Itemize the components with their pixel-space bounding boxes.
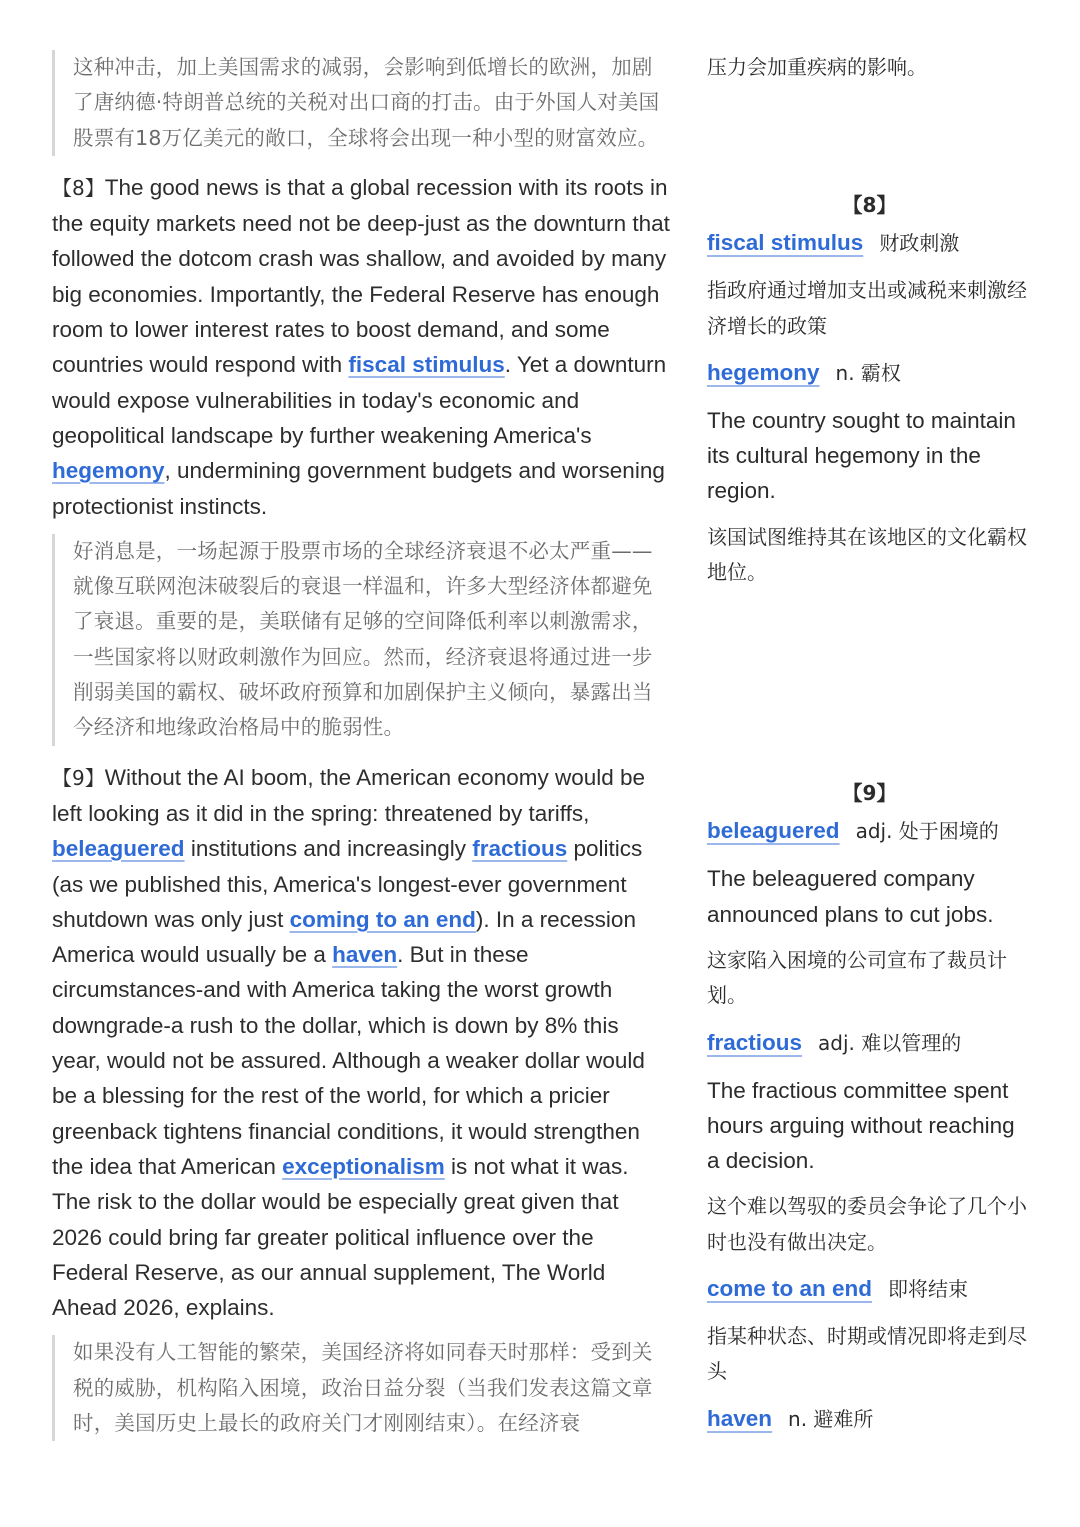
vocab-meaning: adj. 难以管理的 — [818, 1030, 962, 1055]
keyword-coming-to-an-end[interactable]: coming to an end — [289, 906, 476, 932]
paragraph-marker-8: 【8】 — [52, 175, 105, 200]
vocab-heading-8: 【8】 — [842, 193, 897, 218]
paragraph-9-text-1: Without the AI boom, the American economy would be left looking as it did in the spring: threatened by tariffs, — [52, 764, 646, 826]
paragraph-8-text-1: The good news is that a global recession with its roots in the equity markets need not be deep-just as the downturn that followed the dotcom crash was shallow, and avoided by many big economies. Importantly, the Federal Reserve has enough room to lower interest rates to boost demand, and some countries would respond with — [52, 174, 670, 378]
vocab-entry-hegemony — [707, 355, 1032, 392]
vocab-example-zh: 这个难以驾驭的委员会争论了几个小时也没有做出决定。 — [707, 1194, 1027, 1254]
vocab-term[interactable]: come to an end — [707, 1276, 873, 1302]
keyword-haven[interactable]: haven — [332, 942, 398, 968]
vocab-definition: 指政府通过增加支出或减税来刺激经济增长的政策 — [707, 278, 1027, 338]
vocab-meaning: 财政刺激 — [879, 231, 960, 256]
vocab-entry-fiscal-stimulus — [707, 225, 1032, 262]
article-column — [52, 50, 670, 1441]
vocab-meaning: n. 霸权 — [835, 360, 901, 385]
translation-quote-8: 好消息是，一场起源于股票市场的全球经济衰退不必太严重——就像互联网泡沫破裂后的衰退一样温和，许多大型经济体都避免了衰退。重要的是，美联储有足够的空间降低利率以刺激需求，一些国家将以财政刺激作为回应。然而，经济衰退将通过进一步削弱美国的霸权、破坏政府预算和加剧保护主义倾向，暴露出当今经济和地缘政治格局中的脆弱性。 — [52, 534, 670, 746]
vocab-entry-haven — [707, 1401, 1032, 1438]
vocab-example-zh: 该国试图维持其在该地区的文化霸权地位。 — [707, 524, 1027, 585]
note-continuation: 压力会加重疾病的影响。 — [707, 55, 927, 79]
translation-quote-7: 这种冲击，加上美国需求的减弱，会影响到低增长的欧洲，加剧了唐纳德·特朗普总统的关税对出口商的打击。由于外国人对美国股票有18万亿美元的敞口，全球将会出现一种小型的财富效应。 — [52, 50, 670, 156]
keyword-fiscal-stimulus[interactable]: fiscal stimulus — [348, 352, 505, 378]
vocab-term[interactable]: fractious — [707, 1029, 803, 1055]
vocab-entry-beleaguered — [707, 813, 1032, 850]
vocab-example-en: The fractious committee spent hours arguing without reaching a decision. — [707, 1077, 1015, 1174]
paragraph-9-text-4: ). In a recession America would usually be a — [52, 906, 636, 968]
vocab-term[interactable]: hegemony — [707, 359, 820, 385]
vocab-example-en: The country sought to maintain its cultural hegemony in the region. — [707, 407, 1016, 504]
translation-quote-9: 如果没有人工智能的繁荣，美国经济将如同春天时那样：受到关税的威胁，机构陷入困境，政治日益分裂（当我们发表这篇文章时，美国历史上最长的政府关门才刚刚结束）。在经济衰 — [52, 1335, 670, 1441]
vocabulary-column — [707, 50, 1032, 1438]
paragraph-9-text-2: institutions and increasingly — [184, 836, 473, 862]
vocab-example-zh: 这家陷入困境的公司宣布了裁员计划。 — [707, 947, 1007, 1008]
vocab-entry-fractious — [707, 1025, 1032, 1062]
vocab-meaning: 即将结束 — [888, 1277, 969, 1302]
vocab-meaning: adj. 处于困境的 — [855, 819, 999, 844]
keyword-fractious[interactable]: fractious — [472, 836, 568, 862]
paragraph-marker-9: 【9】 — [52, 765, 105, 790]
paragraph-8-text-2: . Yet a downturn would expose vulnerabilities in today's economic and geopolitical landscape by further weakening America's — [52, 352, 667, 448]
vocab-example-en: The beleaguered company announced plans to cut jobs. — [707, 866, 994, 927]
paragraph-9-text-5: . But in these circumstances-and with America taking the worst growth downgrade-a rush to the dollar, which is down by 8% this year, would not be assured. Although a weaker dollar would be a blessing for the rest of the world, for which a pricier greenback tightens financial conditions, it would strengthen the idea that American — [52, 942, 645, 1179]
vocab-definition: 指某种状态、时期或情况即将走到尽头 — [707, 1324, 1027, 1384]
vocab-entry-come-to-an-end — [707, 1271, 1032, 1308]
vocab-term[interactable]: fiscal stimulus — [707, 230, 864, 256]
paragraph-9 — [52, 760, 670, 1326]
vocab-term[interactable]: beleaguered — [707, 818, 840, 844]
keyword-exceptionalism[interactable]: exceptionalism — [282, 1153, 445, 1179]
keyword-hegemony[interactable]: hegemony — [52, 458, 165, 484]
paragraph-8 — [52, 170, 670, 524]
vocab-heading-9: 【9】 — [842, 781, 897, 806]
paragraph-8-text-3: , undermining government budgets and worsening protectionist instincts. — [52, 458, 665, 519]
paragraph-9-text-3: politics (as we published this, America's longest-ever government shutdown was only just — [52, 836, 643, 932]
vocab-meaning: n. 避难所 — [788, 1406, 874, 1431]
paragraph-9-text-6: is not what it was. The risk to the dollar would be especially great given that 2026 could bring far greater political influence over the Federal Reserve, as our annual supplement, The World Ahead 2026, explains. — [52, 1153, 629, 1321]
keyword-beleaguered[interactable]: beleaguered — [52, 836, 185, 862]
vocab-term[interactable]: haven — [707, 1405, 773, 1431]
